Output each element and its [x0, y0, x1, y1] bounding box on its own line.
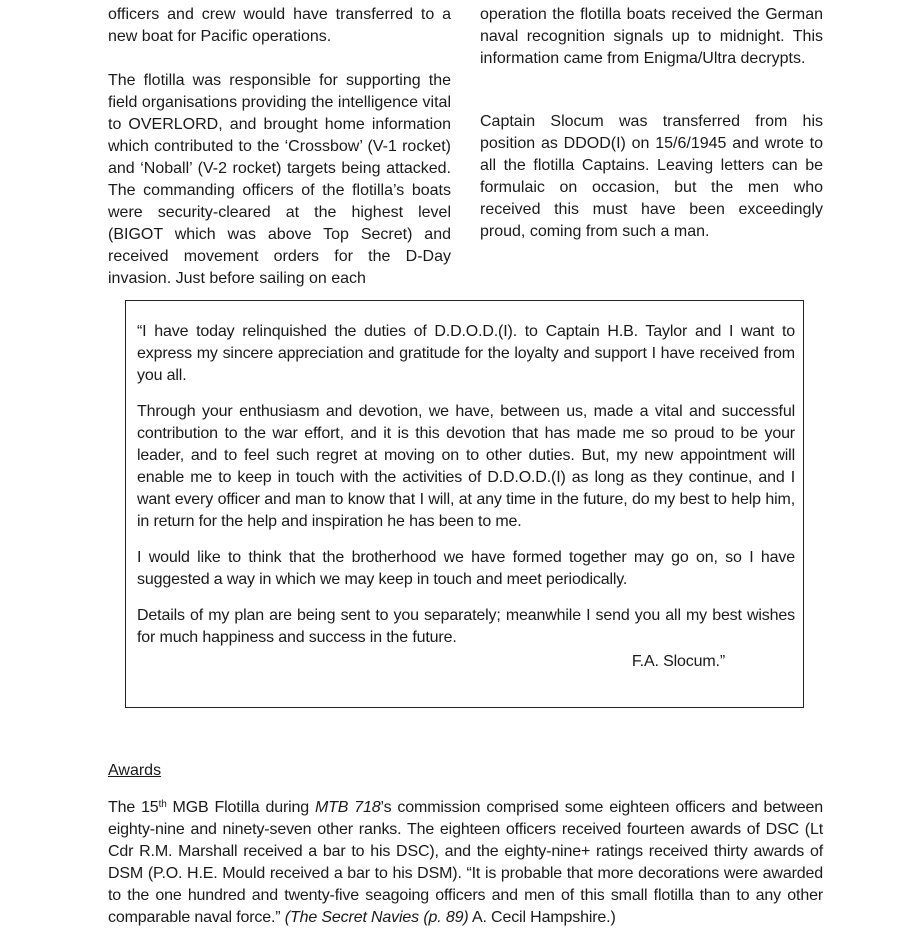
- letter-quote-box: [125, 300, 804, 708]
- awards-text-1: The 15: [108, 799, 159, 816]
- awards-paragraph: [108, 797, 823, 929]
- awards-text-3: ’s commission comprised some eighteen officers and between eighty-nine and ninety-seven other ranks. The eighteen officers received fourteen awards of DSC (Lt Cdr R.M. Marshall received a bar to his DSC), and the eighty-nine+ ratings received thirty awards of DSM (P.O. H.E. Mould received a bar to his DSM). “It is probable that more decorations were awarded to the one hundred and twenty-five seagoing officers and men of this small flotilla than to any other comparable naval force.”: [108, 799, 823, 926]
- letter-paragraph-2: Through your enthusiasm and devotion, we have, between us, made a vital and successful contribution to the war effort, and it is this devotion that has made me so proud to be your leader, and to feel such regret at moving on to other duties. But, my new appointment will enable me to keep in touch with the activities of D.D.O.D.(I) as long as they continue, and I want every officer and man to know that I will, at any time in the future, do my best to help him, in return for the help and inspiration he has been to me.: [137, 403, 795, 530]
- right-paragraph-2: Captain Slocum was transferred from his position as DDOD(I) on 15/6/1945 and wrote to all the flotilla Captains. Leaving letters can be formulaic on occasion, but the men who received this must have been exceedingly proud, coming from such a man.: [480, 113, 823, 240]
- letter-body: [137, 321, 795, 673]
- left-paragraph-1: officers and crew would have transferred to a new boat for Pacific operations.: [108, 6, 451, 45]
- right-column: [480, 4, 823, 243]
- left-paragraph-2: The flotilla was responsible for supporting the field organisations providing the intelligence vital to OVERLORD, and brought home information which contributed to the ‘Crossbow’ (V-1 rocket) and ‘Noball’ (V-2 rocket) targets being attacked. The commanding officers of the flotilla’s boats were security-cleared at the highest level (BIGOT which was above Top Secret) and received movement orders for the D-Day invasion. Just before sailing on each: [108, 72, 451, 287]
- citation: (The Secret Navies (p. 89): [284, 909, 469, 926]
- right-paragraph-1: operation the flotilla boats received the German naval recognition signals up to midnight. This information came from Enigma/Ultra decrypts.: [480, 6, 823, 67]
- ordinal-suffix: th: [158, 799, 167, 810]
- awards-text-2: MGB Flotilla during: [166, 799, 315, 816]
- letter-paragraph-1: “I have today relinquished the duties of D.D.O.D.(I). to Captain H.B. Taylor and I want to express my sincere appreciation and gratitude for the loyalty and support I have received from you all.: [137, 323, 795, 384]
- boat-name: MTB 718: [315, 799, 381, 816]
- letter-signature: F.A. Slocum.”: [631, 653, 725, 670]
- letter-paragraph-3: I would like to think that the brotherhood we have formed together may go on, so I have suggested a way in which we may keep in touch and meet periodically.: [137, 549, 795, 588]
- awards-heading: Awards: [108, 762, 162, 779]
- awards-text-4: A. Cecil Hampshire.): [468, 909, 616, 926]
- left-column: [108, 4, 451, 290]
- letter-paragraph-4: Details of my plan are being sent to you separately; meanwhile I send you all my best wishes for much happiness and success in the future.: [137, 607, 795, 646]
